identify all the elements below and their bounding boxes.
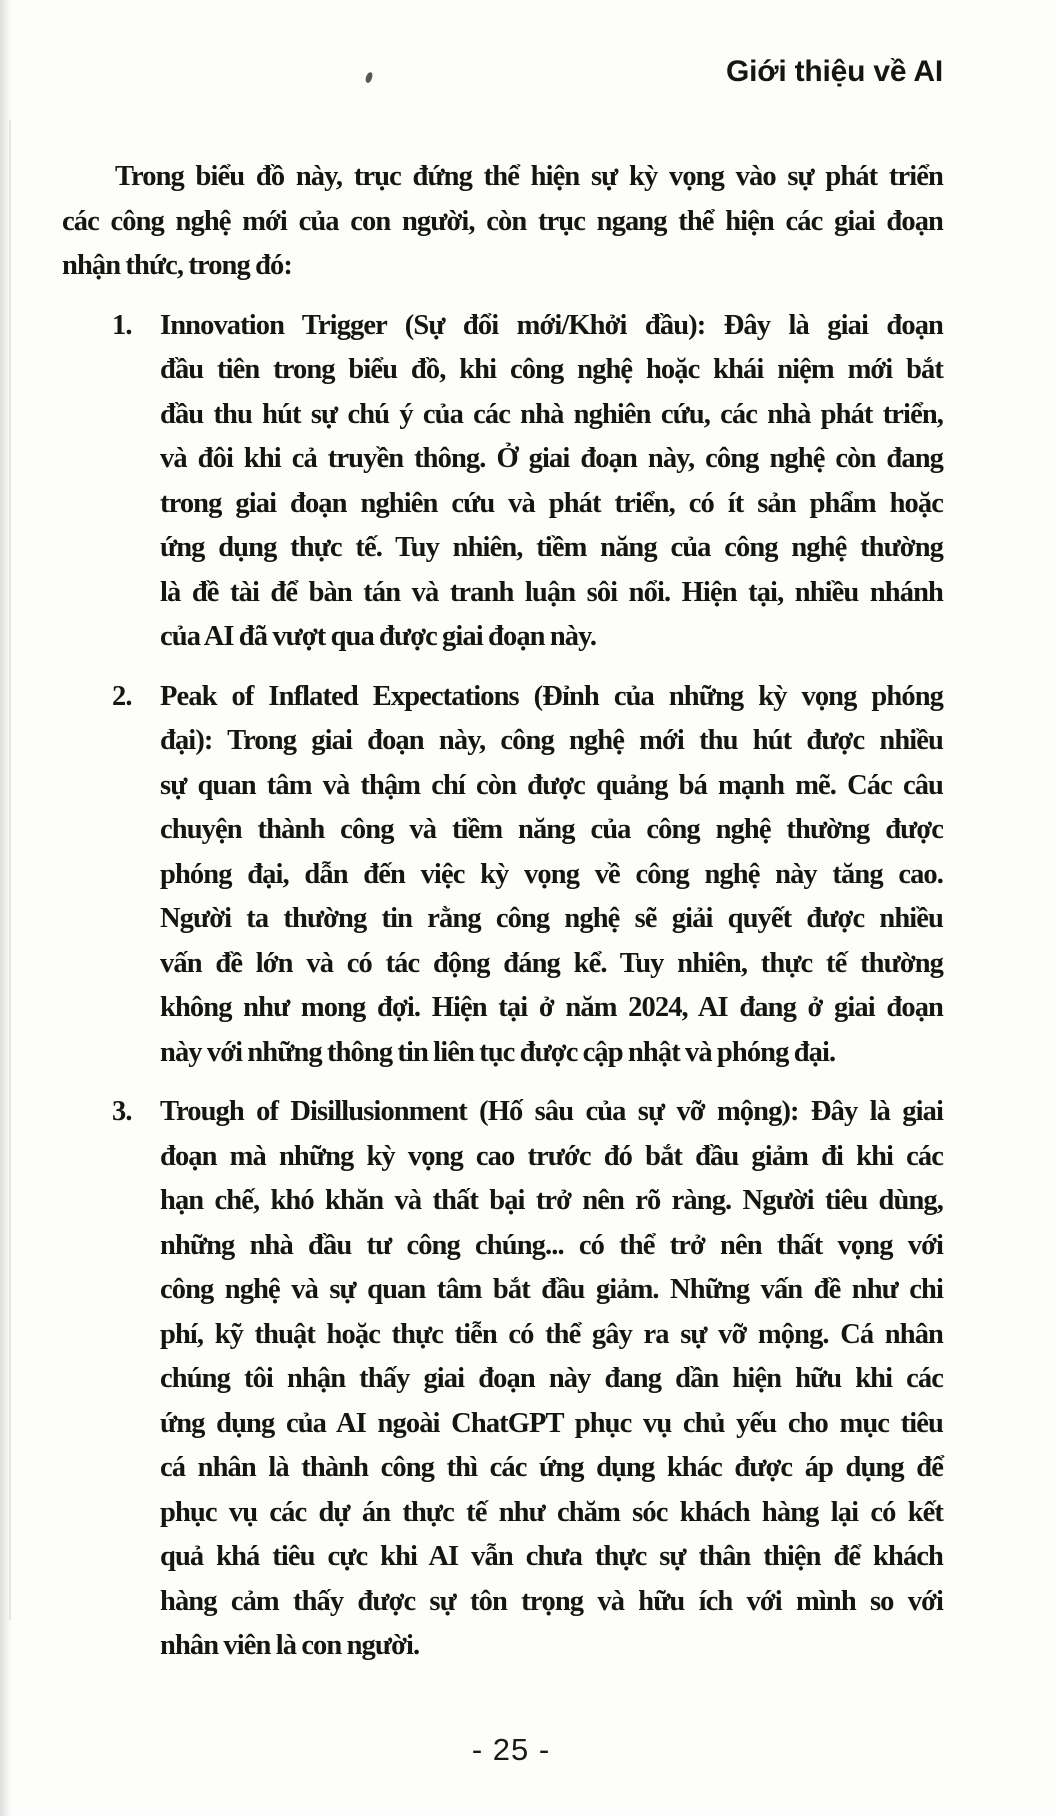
list-item-text bbox=[160, 304, 943, 660]
text-line: đầu tiên trong biểu đồ, khi công nghệ hoặc khái niệm mới bắt bbox=[160, 354, 943, 385]
text-line: không như mong đợi. Hiện tại ở năm 2024, AI đang ở giai đoạn bbox=[160, 992, 943, 1023]
text-line: Trough of Disillusionment (Hố sâu của sự vỡ mộng): Đây là giai bbox=[160, 1096, 943, 1127]
text-line: phí, kỹ thuật hoặc thực tiễn có thể gây ra sự vỡ mộng. Cá nhân bbox=[160, 1318, 943, 1350]
text-line: chuyện thành công và tiềm năng của công nghệ thường được bbox=[160, 814, 943, 845]
list-item-text bbox=[160, 675, 943, 1076]
text-line: vấn đề lớn và có tác động đáng kể. Tuy nhiên, thực tế thường bbox=[160, 947, 943, 979]
text-line: sự quan tâm và thậm chí còn được quảng bá mạnh mẽ. Các câu bbox=[160, 769, 943, 801]
list-item-text bbox=[160, 1090, 943, 1669]
text-line: đoạn mà những kỳ vọng cao trước đó bắt đầu giảm đi khi các bbox=[160, 1140, 943, 1172]
text-line: và đôi khi cả truyền thông. Ở giai đoạn này, công nghệ còn đang bbox=[160, 443, 943, 474]
list-item-number: 1. bbox=[112, 309, 132, 341]
text-line: Innovation Trigger (Sự đổi mới/Khởi đầu): Đây là giai đoạn bbox=[160, 309, 943, 341]
list-item-3 bbox=[62, 1090, 943, 1669]
text-line: cá nhân là thành công thì các ứng dụng khác được áp dụng để bbox=[160, 1452, 943, 1483]
text-line: Trong biểu đồ này, trục đứng thể hiện sự kỳ vọng vào sự phát triển bbox=[115, 161, 943, 192]
text-line: phục vụ các dự án thực tế như chăm sóc khách hàng lại có kết bbox=[160, 1496, 943, 1528]
text-line: nhân viên là con người. bbox=[160, 1630, 420, 1661]
text-line: công nghệ và sự quan tâm bắt đầu giảm. Những vấn đề như chi bbox=[160, 1274, 943, 1305]
list-item-number: 3. bbox=[112, 1096, 132, 1127]
text-line: chúng tôi nhận thấy giai đoạn này đang dần hiện hữu khi các bbox=[160, 1363, 943, 1394]
page-left-edge-shadow bbox=[0, 0, 13, 1816]
text-line: phóng đại, dẫn đến việc kỳ vọng về công nghệ này tăng cao. bbox=[160, 858, 943, 890]
list-item-2 bbox=[62, 675, 943, 1076]
text-line: là đề tài để bàn tán và tranh luận sôi nổi. Hiện tại, nhiều nhánh bbox=[160, 576, 943, 608]
text-line: hàng cảm thấy được sự tôn trọng và hữu ích với mình so với bbox=[160, 1585, 943, 1617]
page-content bbox=[62, 155, 943, 1669]
text-line: các công nghệ mới của con người, còn trục ngang thể hiện các giai đoạn bbox=[62, 205, 943, 237]
list-item-1 bbox=[62, 304, 943, 660]
text-line: đại): Trong giai đoạn này, công nghệ mới thu hút được nhiều bbox=[160, 725, 943, 756]
page-left-edge-line bbox=[9, 120, 11, 1620]
page-header bbox=[62, 52, 943, 92]
page-number: - 25 - bbox=[471, 1732, 551, 1767]
text-line: của AI đã vượt qua được giai đoạn này. bbox=[160, 621, 597, 652]
text-line: hạn chế, khó khăn và thất bại trở nên rõ ràng. Người tiêu dùng, bbox=[160, 1185, 943, 1216]
text-line: ứng dụng thực tế. Tuy nhiên, tiềm năng của công nghệ thường bbox=[160, 532, 943, 563]
text-line: nhận thức, trong đó: bbox=[62, 250, 292, 281]
page-header-title: Giới thiệu về AI bbox=[725, 55, 943, 88]
text-line: Peak of Inflated Expectations (Đỉnh của những kỳ vọng phóng bbox=[160, 680, 943, 712]
text-line: những nhà đầu tư công chúng... có thể trở nên thất vọng với bbox=[160, 1229, 943, 1261]
text-line: trong giai đoạn nghiên cứu và phát triển, có ít sản phẩm hoặc bbox=[160, 487, 943, 519]
text-line: Người ta thường tin rằng công nghệ sẽ giải quyết được nhiều bbox=[160, 903, 943, 934]
text-line: ứng dụng của AI ngoài ChatGPT phục vụ chủ yếu cho mục tiêu bbox=[160, 1407, 943, 1439]
text-line: quả khá tiêu cực khi AI vẫn chưa thực sự thân thiện để khách bbox=[160, 1541, 943, 1572]
text-line: đầu thu hút sự chú ý của các nhà nghiên cứu, các nhà phát triển, bbox=[160, 398, 943, 430]
numbered-list bbox=[62, 304, 943, 1669]
intro-paragraph bbox=[62, 155, 943, 289]
text-line: này với những thông tin liên tục được cập nhật và phóng đại. bbox=[160, 1036, 836, 1068]
page-footer bbox=[0, 1728, 1022, 1772]
list-item-number: 2. bbox=[112, 680, 132, 712]
